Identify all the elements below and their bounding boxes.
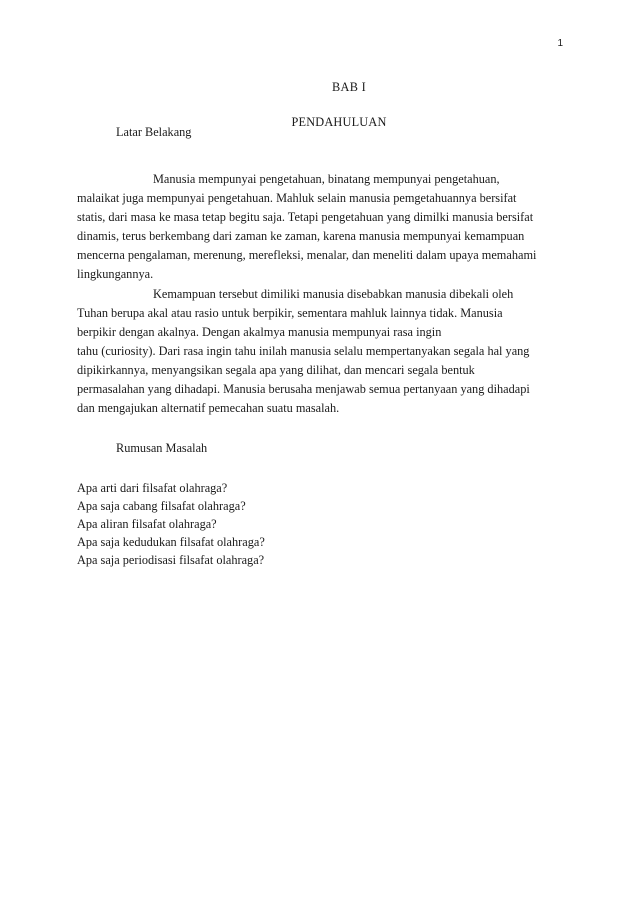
paragraph-line: dinamis, terus berkembang dari zaman ke zaman, karena manusia mempunyai kemampuan	[77, 229, 525, 243]
chapter-title: PENDAHULUAN	[291, 115, 387, 129]
question-item: Apa saja cabang filsafat olahraga?	[77, 499, 246, 513]
paragraph-line: malaikat juga mempunyai pengetahuan. Mahluk selain manusia pemgetahuannya bersifat	[77, 191, 517, 205]
paragraph-2	[77, 285, 557, 418]
section-heading-rumusan-masalah: Rumusan Masalah	[116, 441, 208, 455]
paragraph-line: berpikir dengan akalnya. Dengan akalmya manusia mempunyai rasa ingin	[77, 325, 442, 339]
paragraph-line: statis, dari masa ke masa tetap begitu saja. Tetapi pengetahuan yang dimilki manusia bersifat	[77, 210, 534, 224]
paragraph-line: permasalahan yang dihadapi. Manusia berusaha menjawab semua pertanyaan yang dihadapi	[77, 382, 530, 396]
paragraph-line: dipikirkannya, menyangsikan segala apa yang dilihat, dan mencari segala bentuk	[77, 363, 475, 377]
paragraph-line: tahu (curiosity). Dari rasa ingin tahu inilah manusia selalu mempertanyakan segala hal yang	[77, 344, 530, 358]
page-number: 1	[557, 38, 563, 49]
paragraph-line: Manusia mempunyai pengetahuan, binatang mempunyai pengetahuan,	[153, 172, 500, 186]
paragraph-line: Kemampuan tersebut dimiliki manusia disebabkan manusia dibekali oleh	[153, 287, 514, 301]
chapter-label: BAB I	[332, 80, 366, 94]
question-item: Apa arti dari filsafat olahraga?	[77, 481, 228, 495]
paragraph-line: mencerna pengalaman, merenung, merefleksi, menalar, dan meneliti dalam upaya memahami	[77, 248, 537, 262]
paragraph-line: Tuhan berupa akal atau rasio untuk berpikir, sementara mahluk lainnya tidak. Manusia	[77, 306, 503, 320]
question-item: Apa saja kedudukan filsafat olahraga?	[77, 535, 265, 549]
paragraph-line: dan mengajukan alternatif pemecahan suatu masalah.	[77, 401, 340, 415]
paragraph-line: lingkungannya.	[77, 267, 154, 281]
question-item: Apa saja periodisasi filsafat olahraga?	[77, 553, 265, 567]
question-list	[77, 479, 265, 569]
section-heading-latar-belakang: Latar Belakang	[116, 125, 192, 139]
paragraph-1	[77, 170, 557, 284]
question-item: Apa aliran filsafat olahraga?	[77, 517, 217, 531]
